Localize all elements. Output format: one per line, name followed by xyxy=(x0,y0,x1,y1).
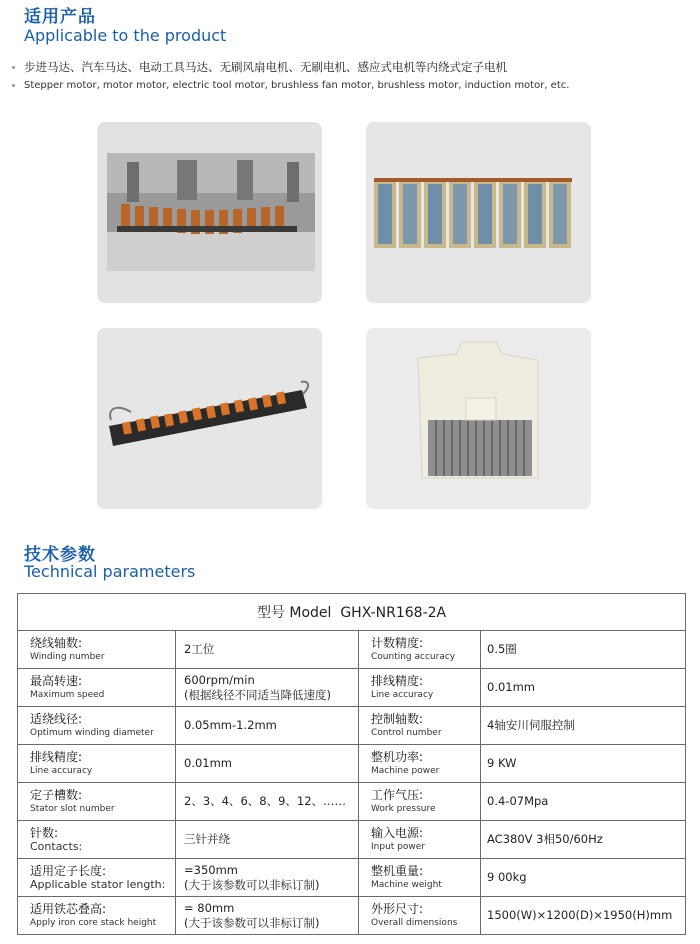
param-label-cell xyxy=(359,821,481,859)
param-label-cn: 计数精度: xyxy=(371,636,424,650)
param-value: 1500(W)×1200(D)×1950(H)mm xyxy=(487,908,673,922)
photo-stator-closeup xyxy=(366,328,591,509)
param-label-cn: 最高转速: xyxy=(30,674,83,688)
applicable-title-en: Applicable to the product xyxy=(24,26,227,45)
stator-row-image xyxy=(366,122,591,303)
technical-title-en: Technical parameters xyxy=(24,562,196,581)
param-label-cn: 适绕线径: xyxy=(30,712,83,726)
param-label-en: Line accuracy xyxy=(30,766,93,776)
bullet-dot-icon xyxy=(12,66,15,69)
param-label-en: Overall dimensions xyxy=(371,918,458,928)
stator-closeup-image xyxy=(366,328,591,509)
table-row xyxy=(18,707,686,745)
photo-winding-fixture xyxy=(97,122,322,303)
param-value-note: (大于该参数可以非标订制) xyxy=(184,915,320,930)
param-value-note: (大于该参数可以非标订制) xyxy=(184,877,320,892)
param-label-cn: 排线精度: xyxy=(30,750,83,764)
model-prefix: 型号 Model xyxy=(256,605,332,621)
param-value: = 80mm xyxy=(184,900,235,915)
param-value: 0.4-07Mpa xyxy=(487,794,549,808)
param-value: AC380V 3相50/60Hz xyxy=(487,832,603,846)
param-value-cell xyxy=(481,631,686,669)
param-value: 0.01mm xyxy=(487,680,536,694)
param-value: 4轴安川伺服控制 xyxy=(487,718,575,732)
model-value: GHX-NR168-2A xyxy=(340,605,447,621)
table-row xyxy=(18,745,686,783)
param-label-en: Apply iron core stack height xyxy=(30,918,157,928)
technical-title-cn: 技术参数 xyxy=(24,545,96,565)
param-label-cell xyxy=(18,859,176,897)
param-label-cell xyxy=(359,897,481,935)
param-label-en: Line accuracy xyxy=(371,690,434,700)
table-row xyxy=(18,859,686,897)
param-label-en: Control number xyxy=(371,728,442,738)
param-value: =350mm xyxy=(184,862,238,877)
param-label-en: Work pressure xyxy=(371,804,436,814)
param-value: 2、3、4、6、8、9、12、…… xyxy=(184,794,347,808)
param-label-cell xyxy=(359,669,481,707)
param-value-cell xyxy=(176,859,359,897)
param-label-cell xyxy=(18,669,176,707)
param-value: 9 00kg xyxy=(487,870,527,884)
param-value-cell xyxy=(176,707,359,745)
param-value: 三针并绕 xyxy=(184,832,230,846)
applicable-bullet-en xyxy=(12,80,569,91)
param-value-cell xyxy=(176,745,359,783)
param-label-en: Applicable stator length: xyxy=(30,878,166,891)
param-value-cell xyxy=(176,669,359,707)
param-value-cell xyxy=(481,783,686,821)
param-label-cell xyxy=(18,783,176,821)
table-row xyxy=(18,631,686,669)
param-value-cell xyxy=(481,859,686,897)
param-label-en: Machine power xyxy=(371,766,440,776)
param-label-cn: 排线精度: xyxy=(371,674,424,688)
param-label-en: Counting accuracy xyxy=(371,652,456,662)
param-label-cell xyxy=(359,631,481,669)
applicable-bullet-cn xyxy=(12,59,507,75)
param-label-en: Optimum winding diameter xyxy=(30,728,154,738)
param-label-cell xyxy=(359,707,481,745)
param-label-cn: 定子槽数: xyxy=(30,788,83,802)
param-label-en: Maximum speed xyxy=(30,690,105,700)
param-value: 2工位 xyxy=(184,642,215,656)
param-value-cell xyxy=(481,821,686,859)
param-label-cell xyxy=(18,821,176,859)
param-label-cn: 适用定子长度: xyxy=(30,864,107,878)
param-label-en: Winding number xyxy=(30,652,105,662)
param-value-cell xyxy=(176,783,359,821)
param-value-note: (根据线径不同适当降低速度) xyxy=(184,687,331,702)
param-label-cell xyxy=(359,859,481,897)
param-value-cell xyxy=(481,707,686,745)
param-label-cell xyxy=(18,745,176,783)
param-label-cn: 适用铁芯叠高: xyxy=(30,902,107,916)
winding-fixture-image xyxy=(97,122,322,303)
param-value-cell xyxy=(481,669,686,707)
bullet-text-en: Stepper motor, motor motor, electric tool motor, brushless fan motor, brushless motor, induction motor, etc. xyxy=(24,80,570,91)
param-label-cell xyxy=(359,745,481,783)
param-label-cn: 控制轴数: xyxy=(371,712,424,726)
spec-table xyxy=(17,593,686,935)
param-label-cn: 整机功率: xyxy=(371,750,424,764)
table-row xyxy=(18,897,686,935)
param-value-cell xyxy=(176,631,359,669)
param-value: 0.01mm xyxy=(184,756,233,770)
param-label-cell xyxy=(18,897,176,935)
param-value: 0.05mm-1.2mm xyxy=(184,718,277,732)
param-value: 9 KW xyxy=(487,756,517,770)
param-label-cell xyxy=(359,783,481,821)
model-header xyxy=(18,594,686,631)
param-value: 600rpm/min xyxy=(184,672,255,687)
param-label-cell xyxy=(18,631,176,669)
param-label-cn: 针数: xyxy=(30,826,59,840)
param-label-en: Contacts: xyxy=(30,840,83,853)
photo-stator-row xyxy=(366,122,591,303)
param-label-cell xyxy=(18,707,176,745)
stator-chain-image xyxy=(97,328,322,509)
table-row xyxy=(18,783,686,821)
param-value: 0.5圈 xyxy=(487,642,517,656)
param-value-cell xyxy=(481,745,686,783)
param-value-cell xyxy=(176,897,359,935)
photo-stator-chain xyxy=(97,328,322,509)
table-row xyxy=(18,821,686,859)
param-value-cell xyxy=(176,821,359,859)
param-label-cn: 绕线轴数: xyxy=(30,636,83,650)
param-label-cn: 工作气压: xyxy=(371,788,424,802)
param-value-cell xyxy=(481,897,686,935)
param-label-en: Input power xyxy=(371,842,425,852)
applicable-title-cn: 适用产品 xyxy=(24,7,96,27)
table-row xyxy=(18,669,686,707)
param-label-cn: 整机重量: xyxy=(371,864,424,878)
param-label-en: Stator slot number xyxy=(30,804,115,814)
bullet-text-cn: 步进马达、汽车马达、电动工具马达、无刷风扇电机、无刷电机、感应式电机等内绕式定子电机 xyxy=(24,60,507,74)
bullet-dot-icon xyxy=(12,84,15,87)
param-label-en: Machine weight xyxy=(371,880,442,890)
param-label-cn: 输入电源: xyxy=(371,826,424,840)
param-label-cn: 外形尺寸: xyxy=(371,902,424,916)
